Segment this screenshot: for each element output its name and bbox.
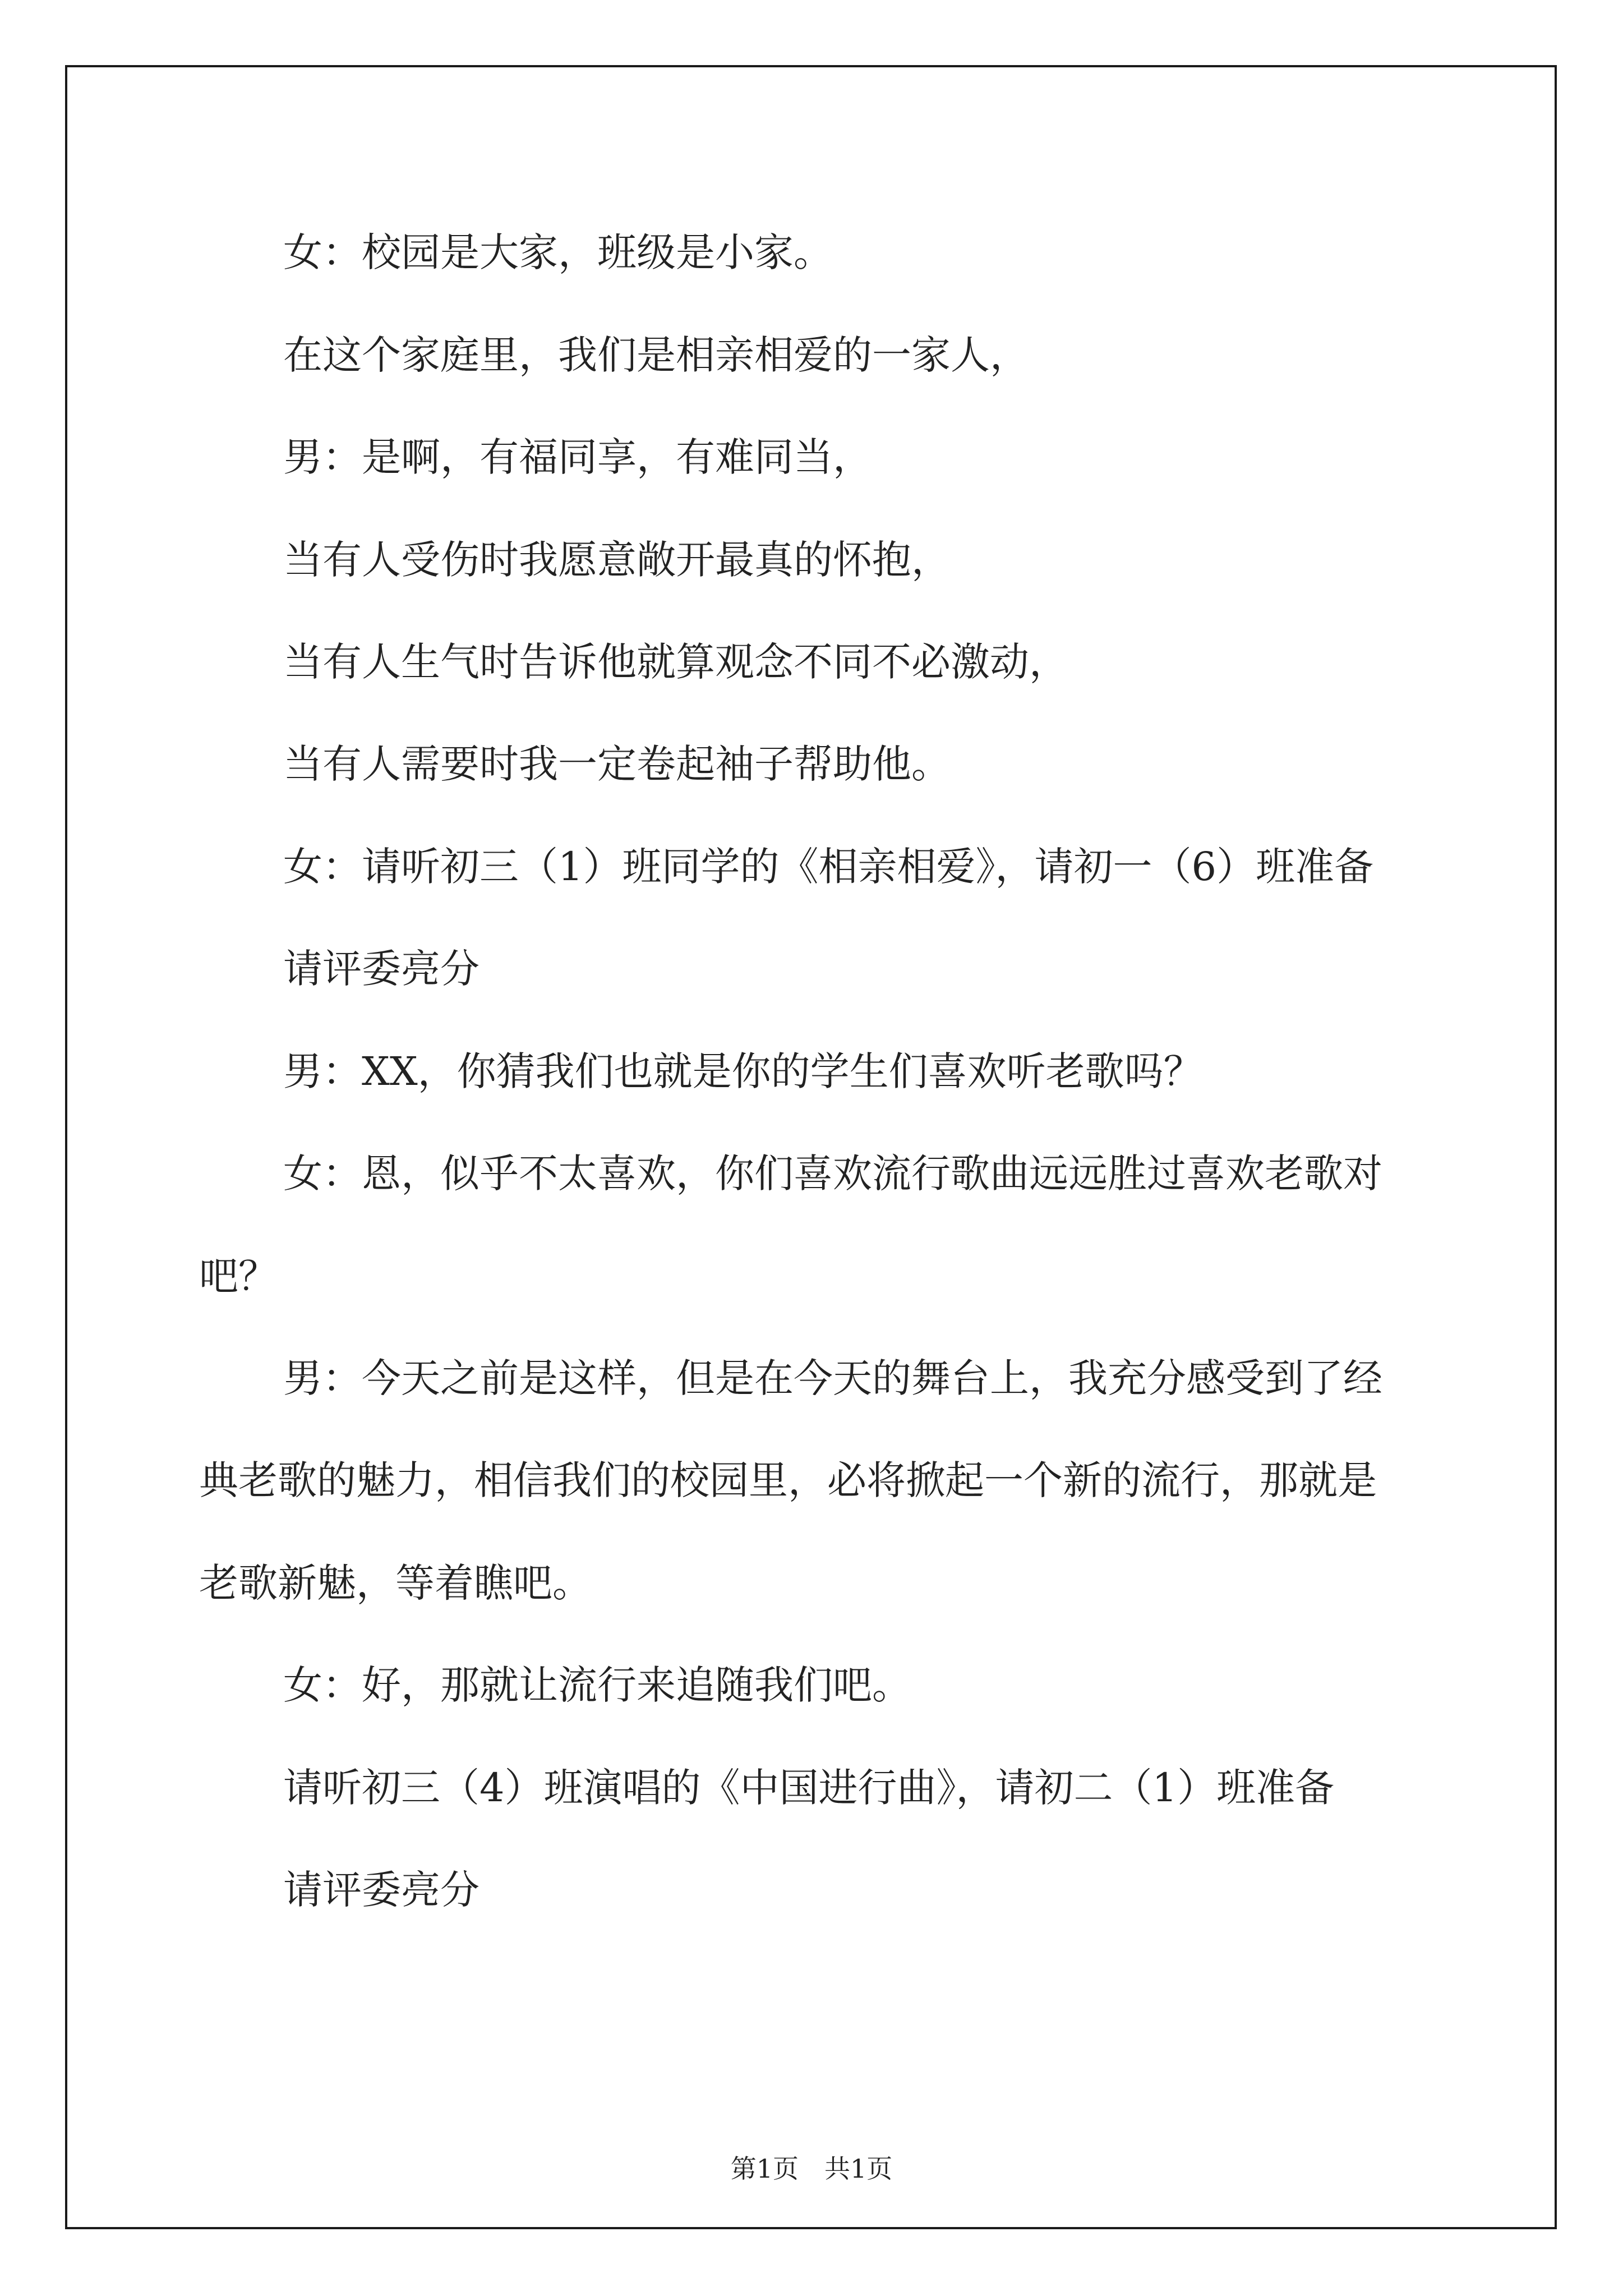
text-line: 请听初三（4）班演唱的《中国进行曲》，请初二（1）班准备 — [283, 1765, 1335, 1811]
text-line: 女：校园是大家，班级是小家。 — [283, 229, 833, 275]
text-line: 当有人受伤时我愿意敞开最真的怀抱， — [283, 537, 951, 583]
text-line: 女：好，那就让流行来追随我们吧。 — [283, 1662, 911, 1708]
text-line: 老歌新魅，等着瞧吧。 — [199, 1560, 592, 1606]
text-line: 当有人需要时我一定卷起袖子帮助他。 — [283, 741, 951, 787]
text-line: 女：请听初三（1）班同学的《相亲相爱》，请初一（6）班准备 — [283, 844, 1374, 890]
text-line: 请评委亮分 — [283, 1867, 479, 1913]
text-line: 女：恩，似乎不太喜欢，你们喜欢流行歌曲远远胜过喜欢老歌对 — [283, 1151, 1382, 1197]
text-line: 在这个家庭里，我们是相亲相爱的一家人， — [283, 332, 1029, 378]
text-line: 男：今天之前是这样，但是在今天的舞台上，我充分感受到了经 — [283, 1355, 1382, 1401]
text-line: 当有人生气时告诉他就算观念不同不必激动， — [283, 639, 1068, 685]
text-line: 吧？ — [199, 1253, 278, 1299]
text-line: 男：XX，你猜我们也就是你的学生们喜欢听老歌吗？ — [283, 1048, 1203, 1094]
page-number-footer: 第1页 共1页 — [730, 2154, 893, 2184]
text-line: 男：是啊，有福同享，有难同当， — [283, 434, 872, 480]
text-line: 请评委亮分 — [283, 946, 479, 992]
text-line: 典老歌的魅力，相信我们的校园里，必将掀起一个新的流行，那就是 — [199, 1457, 1377, 1503]
